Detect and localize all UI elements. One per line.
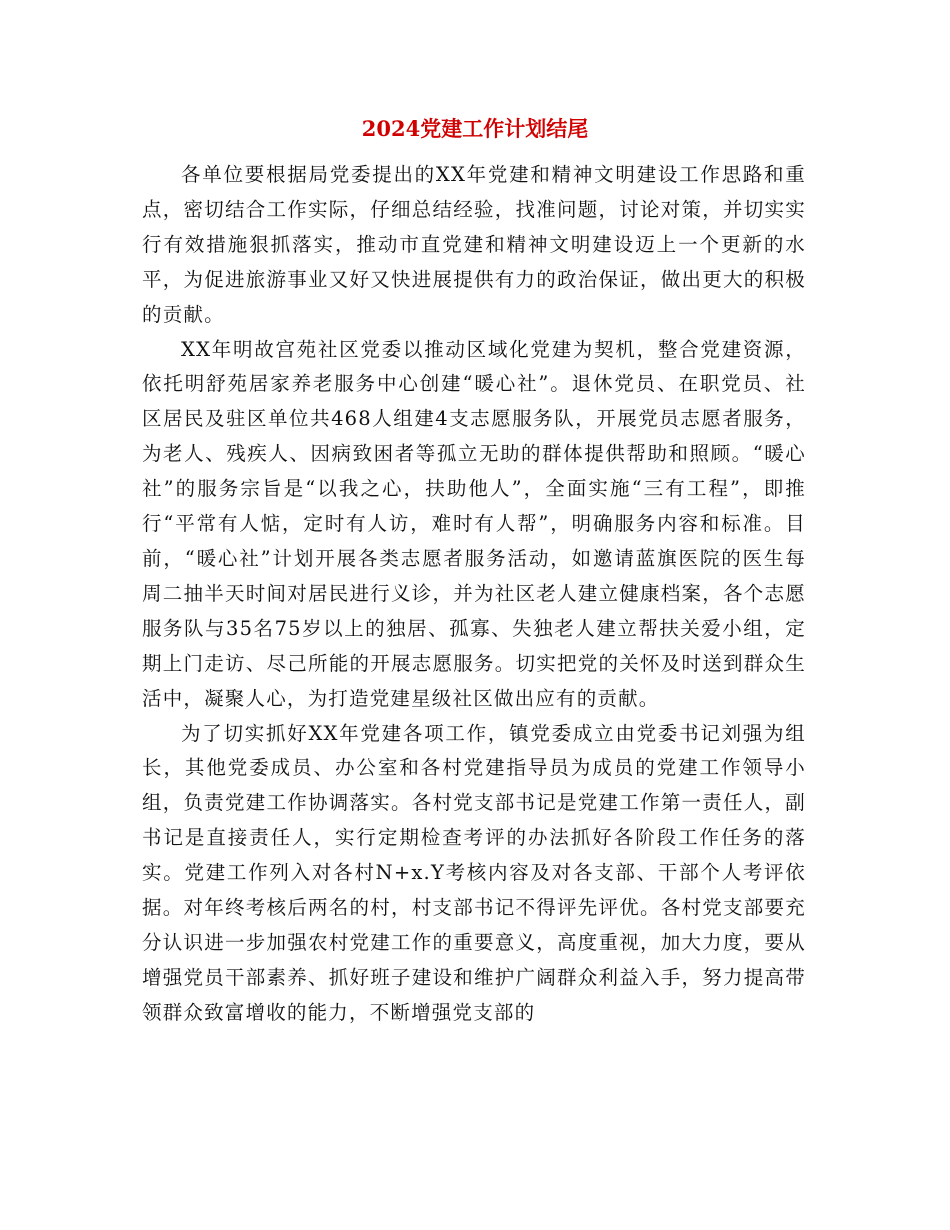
paragraph-1: 各单位要根据局党委提出的XX年党建和精神文明建设工作思路和重点，密切结合工作实际，仔细总结经验，找准问题，讨论对策，并切实实行有效措施狠抓落实，推动市直党建和精神文明建设迈上一个更新的水平，为促进旅游事业又好又快进展提供有力的政治保证，做出更大的积极的贡献。 xyxy=(142,163,806,326)
paragraph-2: XX年明故宫苑社区党委以推动区域化党建为契机，整合党建资源，依托明舒苑居家养老服务中心创建“暖心社”。退休党员、在职党员、社区居民及驻区单位共468人组建4支志愿服务队，开展党员志愿者服务，为老人、残疾人、因病致困者等孤立无助的群体提供帮助和照顾。“暖心社”的服务宗旨是“以我之心，扶助他人”，全面实施“三有工程”，即推行“平常有人惦，定时有人访，难时有人帮”，明确服务内容和标准。目前，“暖心社”计划开展各类志愿者服务活动，如邀请蓝旗医院的医生每周二抽半天时间对居民进行义诊，并为社区老人建立健康档案，各个志愿服务队与35名75岁以上的独居、孤寡、失独老人建立帮扶关爱小组，定期上门走访、尽己所能的开展志愿服务。切实把党的关怀及时送到群众生活中，凝聚人心，为打造党建星级社区做出应有的贡献。 xyxy=(142,337,806,710)
document-body xyxy=(142,158,806,1031)
paragraph-3: 为了切实抓好XX年党建各项工作，镇党委成立由党委书记刘强为组长，其他党委成员、办公室和各村党建指导员为成员的党建工作领导小组，负责党建工作协调落实。各村党支部书记是党建工作第一责任人，副书记是直接责任人，实行定期检查考评的办法抓好各阶段工作任务的落实。党建工作列入对各村N+x.Y考核内容及对各支部、干部个人考评依据。对年终考核后两名的村，村支部书记不得评先评优。各村党支部要充分认识进一步加强农村党建工作的重要意义，高度重视，加大力度，要从增强党员干部素养、抓好班子建设和维护广阔群众利益入手，努力提高带领群众致富增收的能力，不断增强党支部的 xyxy=(142,721,806,1024)
document-title: 2024党建工作计划结尾 xyxy=(361,116,589,141)
